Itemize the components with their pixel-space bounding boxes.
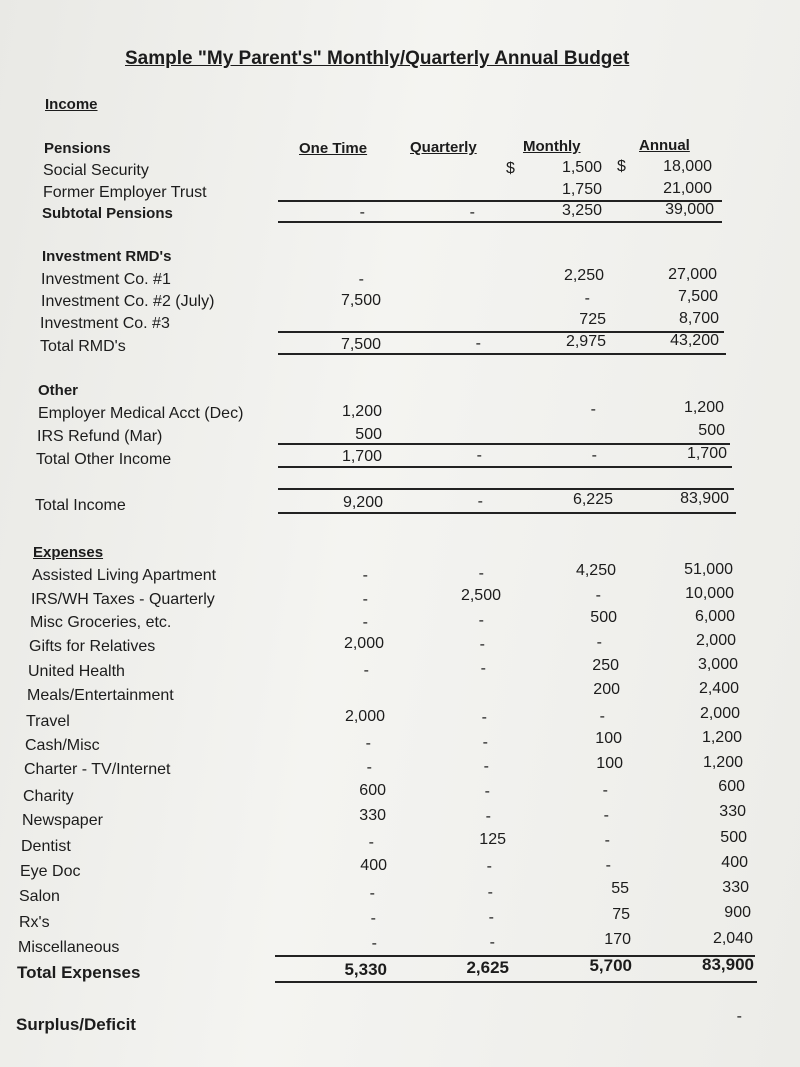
one-time-value: 500 xyxy=(355,426,382,443)
quarterly-value: 2,500 xyxy=(460,587,501,604)
monthly-value: 170 xyxy=(604,931,631,948)
quarterly-value: - xyxy=(486,858,492,875)
monthly-value: 1,750 xyxy=(561,181,602,198)
annual-value: 600 xyxy=(718,778,745,795)
row-label: Gifts for Relatives xyxy=(29,638,156,655)
quarterly-value: 125 xyxy=(479,831,506,848)
annual-value: 51,000 xyxy=(684,561,733,578)
row-label: Total Other Income xyxy=(36,451,172,468)
rule xyxy=(275,981,757,983)
one-time-value: 7,500 xyxy=(340,336,381,353)
annual-value: 3,000 xyxy=(697,656,738,673)
annual-value: 21,000 xyxy=(663,180,712,197)
one-time-value: 2,000 xyxy=(343,635,384,652)
monthly-value: 2,975 xyxy=(565,333,606,350)
quarterly-value: 2,625 xyxy=(466,958,509,977)
row-label: Investment Co. #1 xyxy=(41,271,171,288)
quarterly-value: - xyxy=(479,636,485,653)
row-label: IRS/WH Taxes - Quarterly xyxy=(31,591,215,608)
monthly-value: 250 xyxy=(592,657,619,674)
monthly-value: - xyxy=(596,634,602,651)
row-label: Misc Groceries, etc. xyxy=(30,614,172,631)
annual-value: 7,500 xyxy=(677,288,718,305)
quarterly-value: - xyxy=(469,204,475,221)
one-time-value: 1,200 xyxy=(341,403,382,420)
row-label: Investment Co. #3 xyxy=(40,315,170,332)
monthly-value: - xyxy=(590,401,596,418)
monthly-value: 100 xyxy=(595,730,622,747)
quarterly-value: - xyxy=(478,612,484,629)
pensions-heading: Pensions xyxy=(44,140,111,157)
annual-value: 330 xyxy=(719,803,746,820)
one-time-value: - xyxy=(359,204,365,221)
one-time-value: 9,200 xyxy=(342,494,383,511)
monthly-value: - xyxy=(602,782,608,799)
monthly-value: 200 xyxy=(593,681,620,698)
one-time-value: - xyxy=(366,759,372,776)
row-label: Dentist xyxy=(21,838,71,855)
annual-value: 1,200 xyxy=(702,754,743,771)
row-label: IRS Refund (Mar) xyxy=(37,428,163,445)
monthly-value: 5,700 xyxy=(589,956,632,975)
surplus-label: Surplus/Deficit xyxy=(16,1015,136,1034)
quarterly-value: - xyxy=(485,808,491,825)
quarterly-value: - xyxy=(480,660,486,677)
monthly-value: 725 xyxy=(579,311,606,328)
annual-value: 2,000 xyxy=(695,632,736,649)
annual-value: 900 xyxy=(724,904,751,921)
one-time-value: 1,700 xyxy=(341,448,382,465)
dollar-sign-annual: $ xyxy=(617,158,626,175)
annual-value: 39,000 xyxy=(665,201,714,218)
monthly-value: - xyxy=(599,708,605,725)
annual-value: 43,200 xyxy=(670,332,719,349)
annual-value: 6,000 xyxy=(694,608,735,625)
row-label: Newspaper xyxy=(22,812,103,829)
annual-value: 2,400 xyxy=(698,680,739,697)
col-annual: Annual xyxy=(639,137,690,154)
row-label: Rx's xyxy=(19,914,50,931)
row-label: Investment Co. #2 (July) xyxy=(41,293,215,310)
monthly-value: - xyxy=(604,832,610,849)
annual-value: 27,000 xyxy=(668,266,717,283)
row-label: Meals/Entertainment xyxy=(27,687,174,704)
one-time-value: - xyxy=(368,834,374,851)
expenses-heading: Expenses xyxy=(33,544,104,561)
other-heading: Other xyxy=(38,382,79,399)
monthly-value: 55 xyxy=(611,880,629,897)
monthly-value: - xyxy=(584,290,590,307)
quarterly-value: - xyxy=(482,734,488,751)
one-time-value: 600 xyxy=(359,782,386,799)
row-label: Employer Medical Acct (Dec) xyxy=(38,405,244,422)
monthly-value: 100 xyxy=(596,755,623,772)
col-monthly: Monthly xyxy=(523,138,581,155)
monthly-value: 6,225 xyxy=(572,491,613,508)
annual-value: 18,000 xyxy=(663,158,712,175)
annual-value: 8,700 xyxy=(678,310,719,327)
quarterly-value: - xyxy=(489,934,495,951)
row-label: Former Employer Trust xyxy=(43,184,207,201)
quarterly-value: - xyxy=(484,783,490,800)
one-time-value: - xyxy=(371,935,377,952)
rule xyxy=(278,221,722,223)
quarterly-value: - xyxy=(481,709,487,726)
one-time-value: - xyxy=(365,735,371,752)
annual-value: 2,000 xyxy=(699,705,740,722)
annual-value: 10,000 xyxy=(685,585,734,602)
surplus-value: - xyxy=(736,1008,742,1025)
quarterly-value: - xyxy=(477,493,483,510)
monthly-value: - xyxy=(603,807,609,824)
quarterly-value: - xyxy=(487,884,493,901)
annual-value: 1,700 xyxy=(686,445,727,462)
one-time-value: - xyxy=(370,910,376,927)
one-time-value: - xyxy=(369,885,375,902)
one-time-value: - xyxy=(363,662,369,679)
annual-value: 330 xyxy=(722,879,749,896)
annual-value: 1,200 xyxy=(701,729,742,746)
row-label: Social Security xyxy=(43,162,149,179)
annual-value: 1,200 xyxy=(683,399,724,416)
one-time-value: - xyxy=(362,591,368,608)
dollar-sign-monthly: $ xyxy=(506,160,515,177)
quarterly-value: - xyxy=(475,335,481,352)
annual-value: 400 xyxy=(721,854,748,871)
quarterly-value: - xyxy=(483,758,489,775)
one-time-value: 400 xyxy=(360,857,387,874)
annual-value: 83,900 xyxy=(702,955,754,974)
one-time-value: 2,000 xyxy=(344,708,385,725)
row-label: Assisted Living Apartment xyxy=(32,567,217,584)
monthly-value: 3,250 xyxy=(561,202,602,219)
total-expenses-label: Total Expenses xyxy=(17,963,141,982)
one-time-value: 330 xyxy=(359,807,386,824)
total-income-label: Total Income xyxy=(35,497,126,514)
monthly-value: 2,250 xyxy=(563,267,604,284)
row-label: Travel xyxy=(26,713,70,730)
row-label: Subtotal Pensions xyxy=(42,205,173,222)
row-label: Salon xyxy=(19,888,60,905)
quarterly-value: - xyxy=(488,909,494,926)
rule xyxy=(278,353,726,355)
rule xyxy=(278,466,732,468)
row-label: United Health xyxy=(28,663,125,680)
one-time-value: 5,330 xyxy=(344,960,387,979)
row-label: Miscellaneous xyxy=(18,939,120,956)
monthly-value: 4,250 xyxy=(575,562,616,579)
monthly-value: 75 xyxy=(612,906,630,923)
col-one-time: One Time xyxy=(299,140,368,157)
monthly-value: - xyxy=(605,857,611,874)
one-time-value: - xyxy=(358,271,364,288)
annual-value: 2,040 xyxy=(712,930,753,947)
one-time-value: - xyxy=(362,614,368,631)
annual-value: 83,900 xyxy=(680,490,729,507)
monthly-value: 500 xyxy=(590,609,617,626)
rule xyxy=(278,512,736,514)
rmd-heading: Investment RMD's xyxy=(42,248,172,265)
monthly-value: - xyxy=(591,447,597,464)
row-label: Cash/Misc xyxy=(25,737,100,754)
annual-value: 500 xyxy=(720,829,747,846)
one-time-value: - xyxy=(362,567,368,584)
one-time-value: 7,500 xyxy=(340,292,381,309)
quarterly-value: - xyxy=(478,565,484,582)
monthly-value: 1,500 xyxy=(561,159,602,176)
quarterly-value: - xyxy=(476,447,482,464)
annual-value: 500 xyxy=(698,422,725,439)
row-label: Total RMD's xyxy=(40,338,126,355)
col-quarterly: Quarterly xyxy=(410,139,477,156)
monthly-value: - xyxy=(595,587,601,604)
row-label: Charter - TV/Internet xyxy=(24,761,171,778)
row-label: Eye Doc xyxy=(20,863,81,880)
row-label: Charity xyxy=(23,788,74,805)
page-title: Sample "My Parent's" Monthly/Quarterly Annual Budget xyxy=(125,48,630,69)
income-heading: Income xyxy=(45,96,98,113)
